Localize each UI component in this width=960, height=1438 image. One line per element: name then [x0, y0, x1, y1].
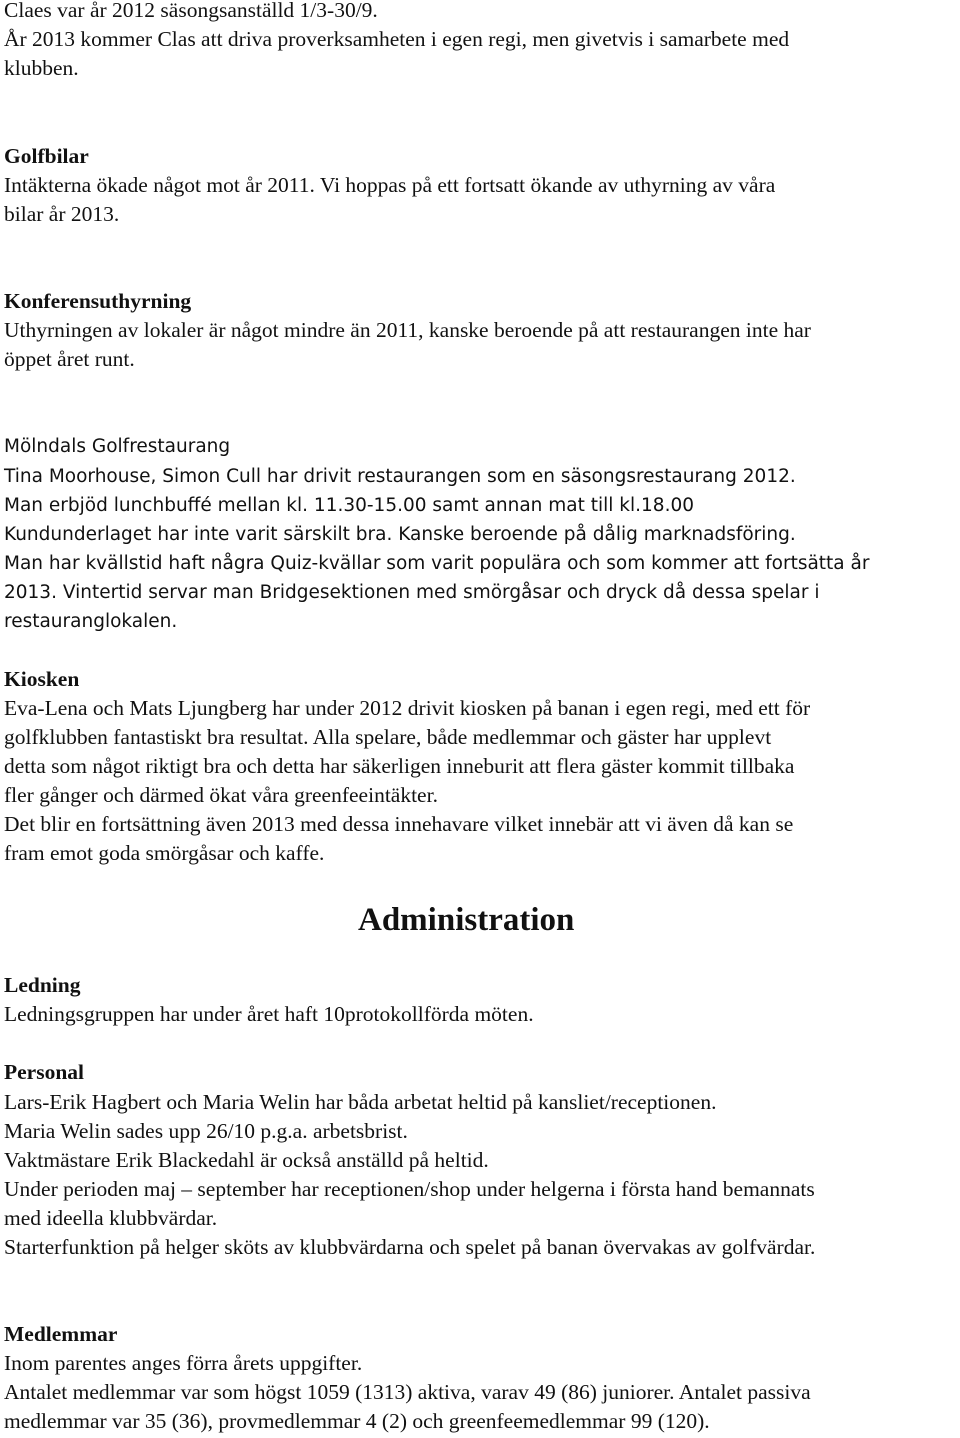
- restaurang-line-1: Tina Moorhouse, Simon Cull har drivit restaurangen som en säsongsrestaurang 2012.: [4, 466, 796, 487]
- intro-line-2: År 2013 kommer Clas att driva proverksamheten i egen regi, men givetvis i samarbete med: [4, 27, 790, 51]
- personal-line-1: Lars-Erik Hagbert och Maria Welin har båda arbetat heltid på kansliet/receptionen.: [4, 1090, 717, 1114]
- personal-line-4: Under perioden maj – september har receptionen/shop under helgerna i första hand bemannats: [4, 1177, 815, 1201]
- kiosken-line-5: Det blir en fortsättning även 2013 med dessa innehavare vilket innebär att vi även då kan se: [4, 812, 794, 836]
- personal-line-6: Starterfunktion på helger sköts av klubbvärdarna och spelet på banan övervakas av golfvärdar.: [4, 1235, 816, 1259]
- restaurang-line-5: 2013. Vintertid servar man Bridgesektionen med smörgåsar och dryck då dessa spelar i: [4, 582, 820, 603]
- medlemmar-line-1: Inom parentes anges förra årets uppgifter.: [4, 1351, 363, 1375]
- restaurang-line-3: Kundunderlaget har inte varit särskilt bra. Kanske beroende på dålig marknadsföring.: [4, 524, 796, 545]
- kiosken-line-1: Eva-Lena och Mats Ljungberg har under 2012 drivit kiosken på banan i egen regi, med ett för: [4, 696, 811, 720]
- restaurang-line-6: restauranglokalen.: [4, 611, 178, 632]
- medlemmar-line-3: medlemmar var 35 (36), provmedlemmar 4 (2) och greenfeemedlemmar 99 (120).: [4, 1409, 710, 1433]
- golfbilar-heading: Golfbilar: [4, 144, 89, 168]
- personal-line-2: Maria Welin sades upp 26/10 p.g.a. arbetsbrist.: [4, 1119, 408, 1143]
- medlemmar-line-2: Antalet medlemmar var som högst 1059 (1313) aktiva, varav 49 (86) juniorer. Antalet passiva: [4, 1380, 811, 1404]
- personal-line-5: med ideella klubbvärdar.: [4, 1206, 218, 1230]
- golfbilar-line-2: bilar år 2013.: [4, 202, 120, 226]
- medlemmar-heading: Medlemmar: [4, 1322, 118, 1346]
- intro-line-3: klubben.: [4, 56, 79, 80]
- kiosken-line-3: detta som något riktigt bra och detta har säkerligen inneburit att flera gäster kommit tillbaka: [4, 754, 795, 778]
- golfbilar-line-1: Intäkterna ökade något mot år 2011. Vi hoppas på ett fortsatt ökande av uthyrning av våra: [4, 173, 776, 197]
- restaurang-heading: Mölndals Golfrestaurang: [4, 436, 231, 457]
- ledning-line-1: Ledningsgruppen har under året haft 10protokollförda möten.: [4, 1002, 534, 1026]
- kiosken-line-2: golfklubben fantastiskt bra resultat. Alla spelare, både medlemmar och gäster har upplevt: [4, 725, 772, 749]
- kiosken-heading: Kiosken: [4, 667, 80, 691]
- restaurang-line-4: Man har kvällstid haft några Quiz-kvällar som varit populära och som kommer att fortsätta år: [4, 553, 870, 574]
- konferens-heading: Konferensuthyrning: [4, 289, 192, 313]
- personal-line-3: Vaktmästare Erik Blackedahl är också anställd på heltid.: [4, 1148, 489, 1172]
- restaurang-line-2: Man erbjöd lunchbuffé mellan kl. 11.30-15.00 samt annan mat till kl.18.00: [4, 495, 695, 516]
- personal-heading: Personal: [4, 1060, 85, 1084]
- intro-line-1: Claes var år 2012 säsongsanställd 1/3-30/9.: [4, 0, 378, 22]
- kiosken-line-4: fler gånger och därmed ökat våra greenfeeintäkter.: [4, 783, 438, 807]
- kiosken-line-6: fram emot goda smörgåsar och kaffe.: [4, 841, 325, 865]
- page-title: Administration: [358, 902, 575, 938]
- ledning-heading: Ledning: [4, 973, 81, 997]
- konferens-line-1: Uthyrningen av lokaler är något mindre än 2011, kanske beroende på att restaurangen inte har: [4, 318, 811, 342]
- konferens-line-2: öppet året runt.: [4, 347, 135, 371]
